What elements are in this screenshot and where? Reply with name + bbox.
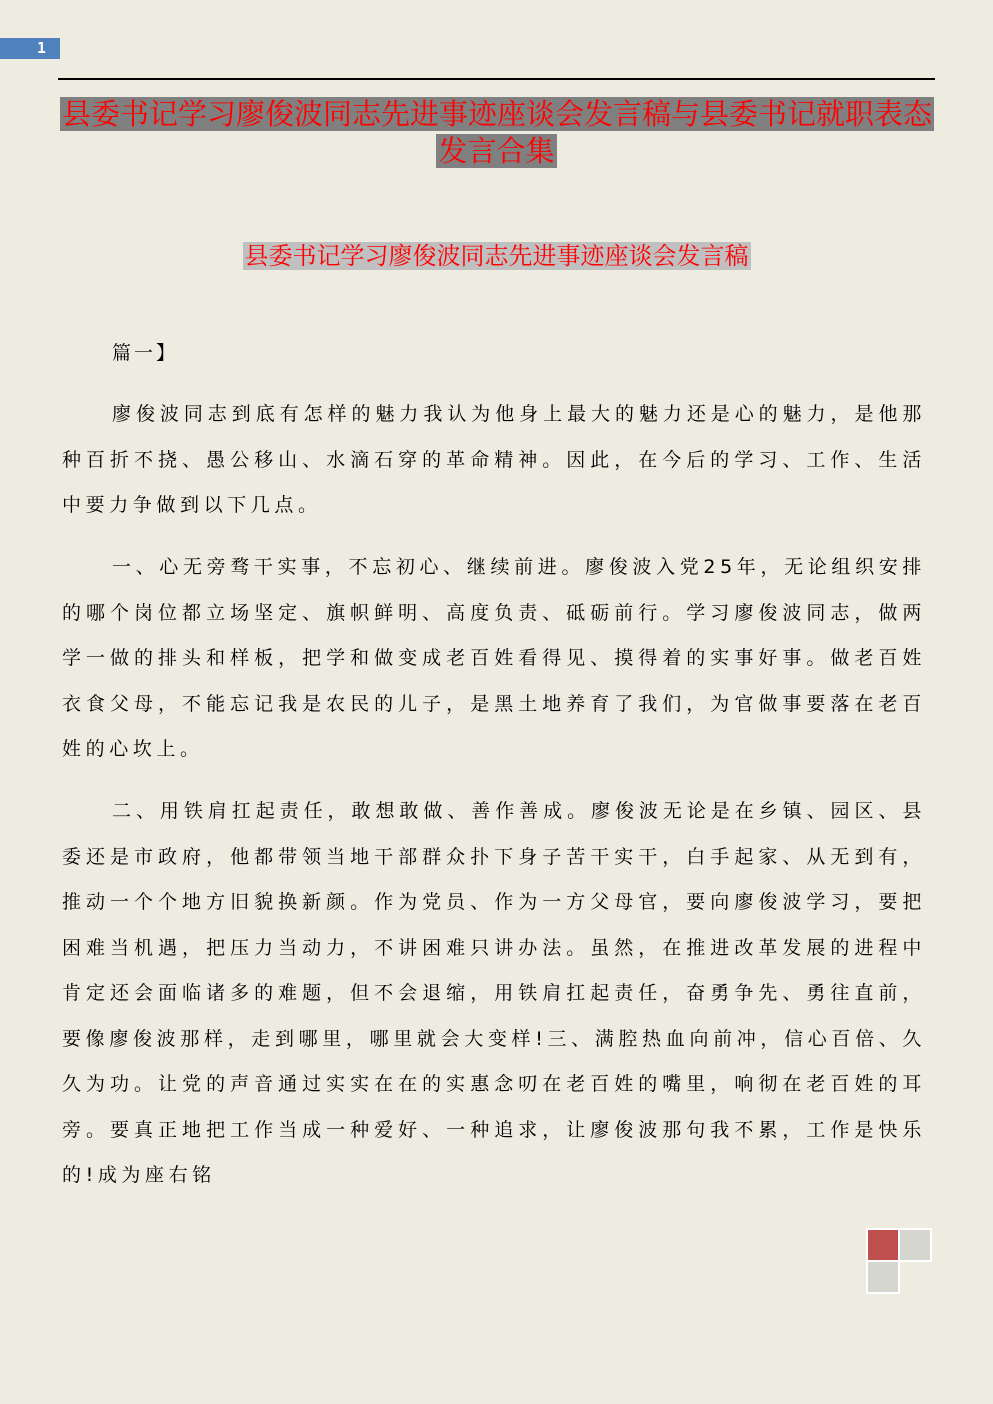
decoration-square-red: [866, 1228, 900, 1262]
decoration-square-gray: [898, 1228, 932, 1262]
paragraph-text: 一、心无旁骛干实事，不忘初心、继续前进。廖俊波入党25年，无论组织安排的哪个岗位都立场坚定、旗帜鲜明、高度负责、砥砺前行。学习廖俊波同志，做两学一做的排头和样板，把学和做变成老百姓看得见、摸得着的实事好事。做老百姓衣食父母，不能忘记我是农民的儿子，是黑土地养育了我们，为官做事要落在老百姓的心坎上。: [62, 556, 926, 760]
page-number-badge: 1: [0, 38, 60, 59]
corner-decoration: [866, 1228, 934, 1294]
body-paragraph-2: [62, 545, 926, 773]
paragraph-text: 廖俊波同志到底有怎样的魅力我认为他身上最大的魅力还是心的魅力，是他那种百折不挠、愚公移山、水滴石穿的革命精神。因此，在今后的学习、工作、生活中要力争做到以下几点。: [62, 403, 926, 516]
document-main-title: [60, 96, 933, 170]
paragraph-text: 二、用铁肩扛起责任，敢想敢做、善作善成。廖俊波无论是在乡镇、园区、县委还是市政府，他都带领当地干部群众扑下身子苦干实干，白手起家、从无到有，推动一个个地方旧貌换新颜。作为党员、作为一方父母官，要向廖俊波学习，要把困难当机遇，把压力当动力，不讲困难只讲办法。虽然，在推进改革发展的进程中肯定还会面临诸多的难题，但不会退缩，用铁肩扛起责任，奋勇争先、勇往直前，要像廖俊波那样，走到哪里，哪里就会大变样!三、满腔热血向前冲，信心百倍、久久为功。让党的声音通过实实在在的实惠念叨在老百姓的嘴里，响彻在老百姓的耳旁。要真正地把工作当成一种爱好、一种追求，让廖俊波那句我不累，工作是快乐的!成为座右铭: [62, 800, 926, 1186]
sub-title-text: 县委书记学习廖俊波同志先进事迹座谈会发言稿: [244, 242, 749, 270]
body-paragraph-1: [62, 392, 926, 529]
section-label: 篇一】: [112, 342, 179, 364]
document-sub-title: [60, 239, 933, 273]
body-paragraph-3: [62, 789, 926, 1199]
header-rule-divider: [58, 78, 935, 80]
decoration-square-gray: [866, 1260, 900, 1294]
main-title-text: 县委书记学习廖俊波同志先进事迹座谈会发言稿与县委书记就职表态发言合集: [62, 97, 933, 168]
